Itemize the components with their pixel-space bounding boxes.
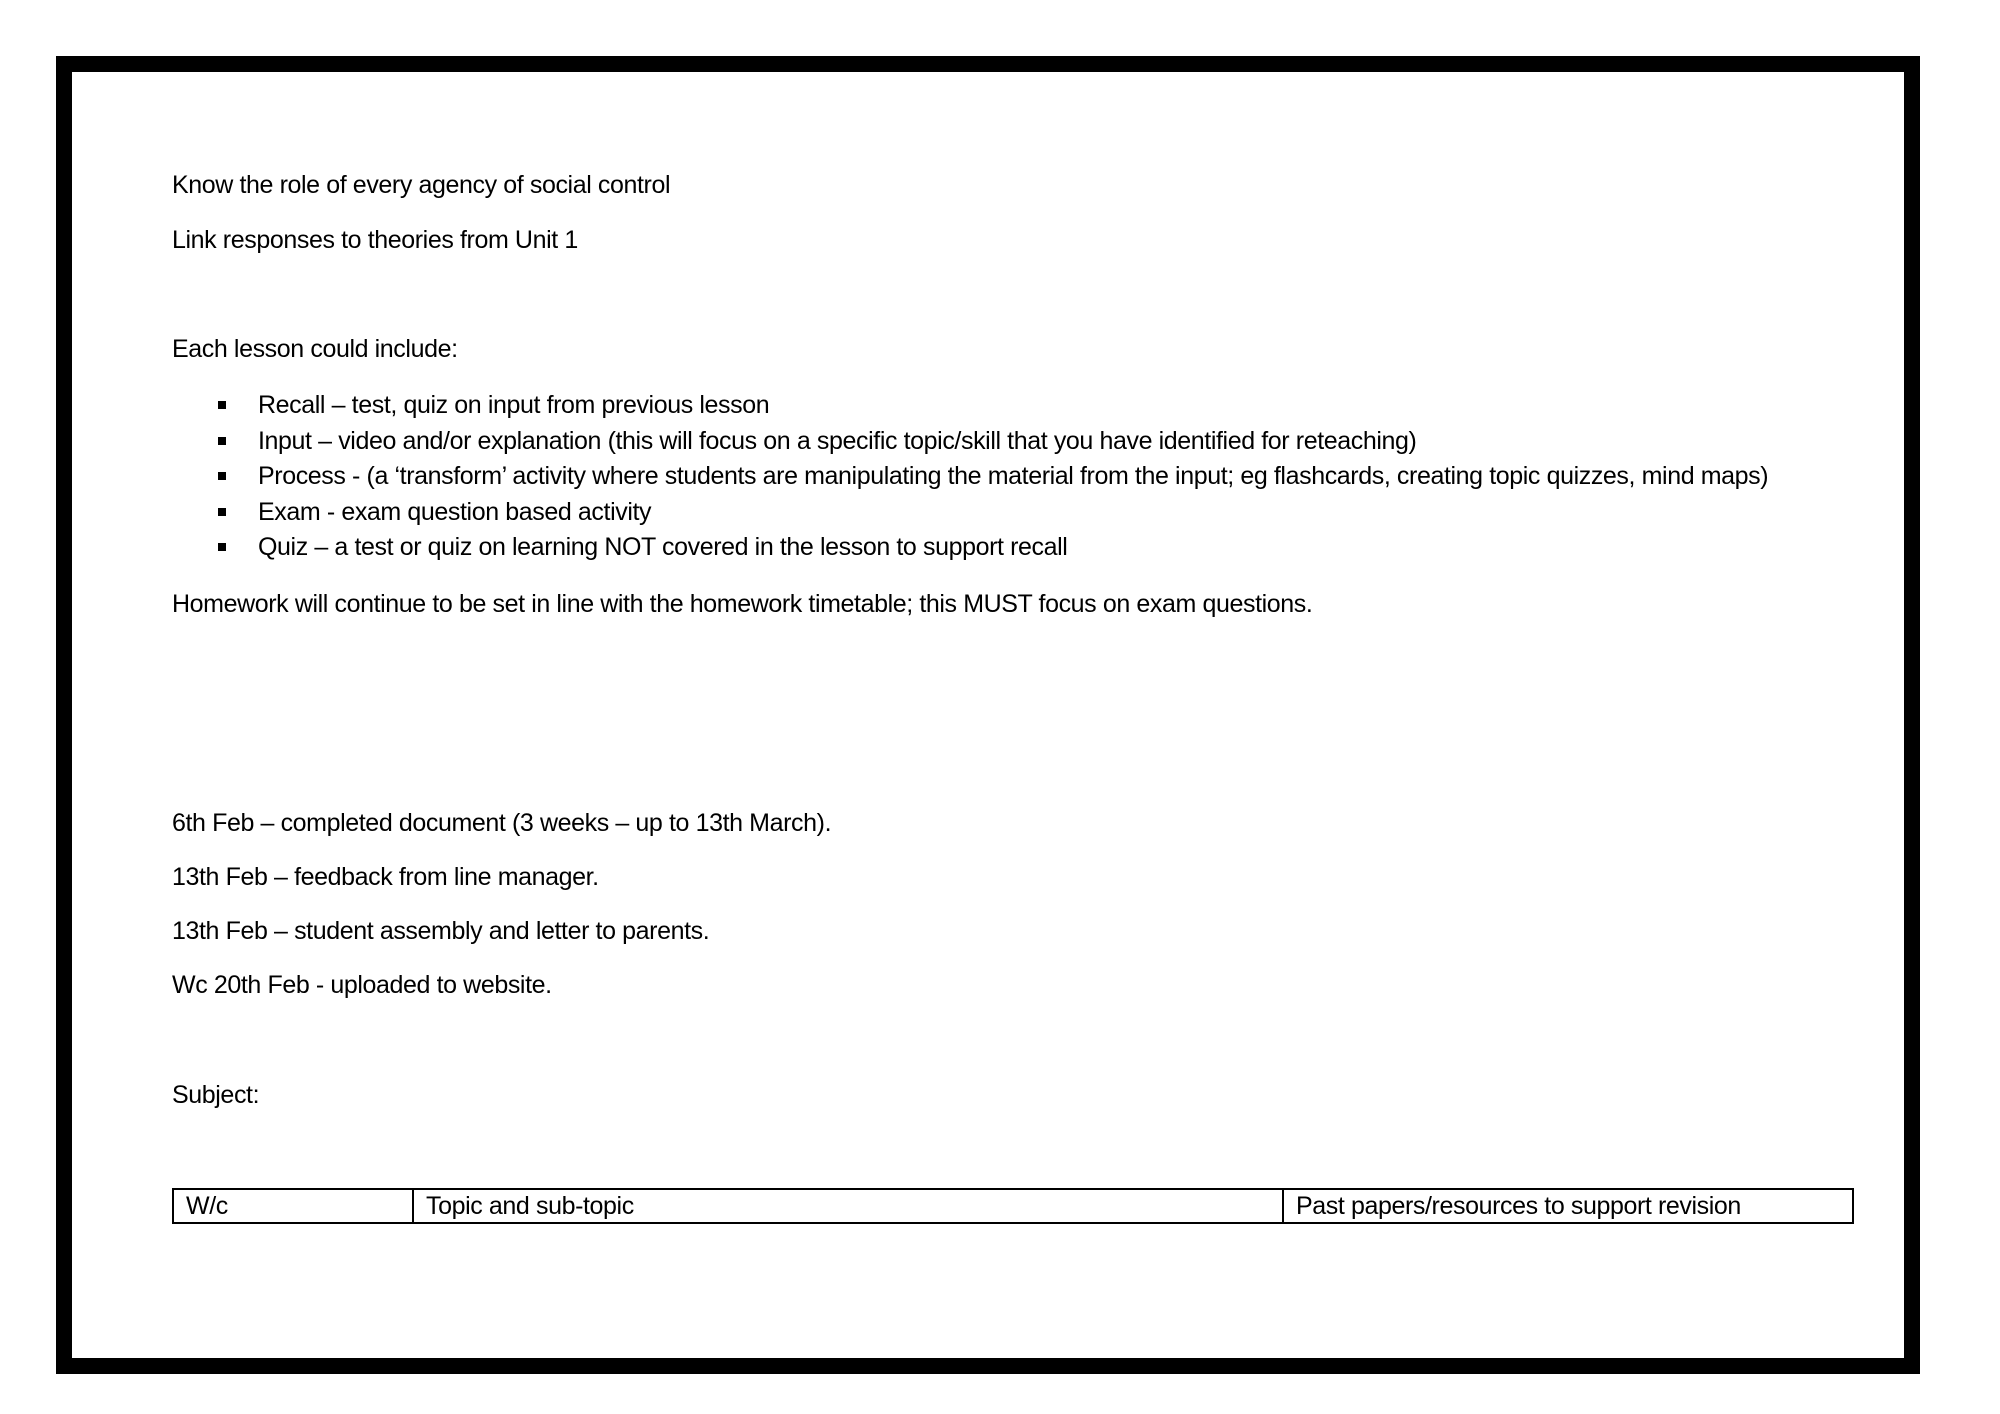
square-bullet-icon (218, 508, 226, 516)
timeline-item: Wc 20th Feb - uploaded to website. (172, 971, 552, 999)
square-bullet-icon (218, 401, 226, 409)
list-item-text: Recall – test, quiz on input from previous lesson (258, 391, 770, 419)
revision-plan-table (172, 1188, 1854, 1224)
objective-line: Link responses to theories from Unit 1 (172, 226, 578, 254)
column-header-week: W/c (173, 1189, 413, 1223)
objective-line: Know the role of every agency of social control (172, 171, 671, 199)
square-bullet-icon (218, 543, 226, 551)
list-item (172, 497, 1768, 533)
table-header-row (173, 1189, 1853, 1223)
column-header-resources: Past papers/resources to support revision (1283, 1189, 1853, 1223)
list-item (172, 532, 1768, 568)
square-bullet-icon (218, 437, 226, 445)
subject-label: Subject: (172, 1081, 260, 1109)
homework-note: Homework will continue to be set in line with the homework timetable; this MUST focus on exam questions. (172, 590, 1313, 618)
timeline-item: 13th Feb – student assembly and letter to parents. (172, 917, 710, 945)
lesson-intro: Each lesson could include: (172, 335, 458, 363)
square-bullet-icon (218, 472, 226, 480)
column-header-topic: Topic and sub-topic (413, 1189, 1283, 1223)
list-item-text: Process - (a ‘transform’ activity where students are manipulating the material from the input; eg flashcards, creating topic quizzes, mind maps) (258, 462, 1769, 490)
list-item-text: Exam - exam question based activity (258, 497, 652, 526)
timeline-item: 13th Feb – feedback from line manager. (172, 863, 599, 891)
list-item-text: Input – video and/or explanation (this will focus on a specific topic/skill that you have identified for reteaching) (258, 426, 1417, 455)
list-item-text: Quiz – a test or quiz on learning NOT covered in the lesson to support recall (258, 533, 1068, 561)
timeline-item: 6th Feb – completed document (3 weeks – up to 13th March). (172, 809, 832, 837)
list-item (172, 461, 1768, 497)
lesson-activity-list (172, 390, 1768, 568)
list-item (172, 426, 1768, 462)
list-item (172, 390, 1768, 426)
